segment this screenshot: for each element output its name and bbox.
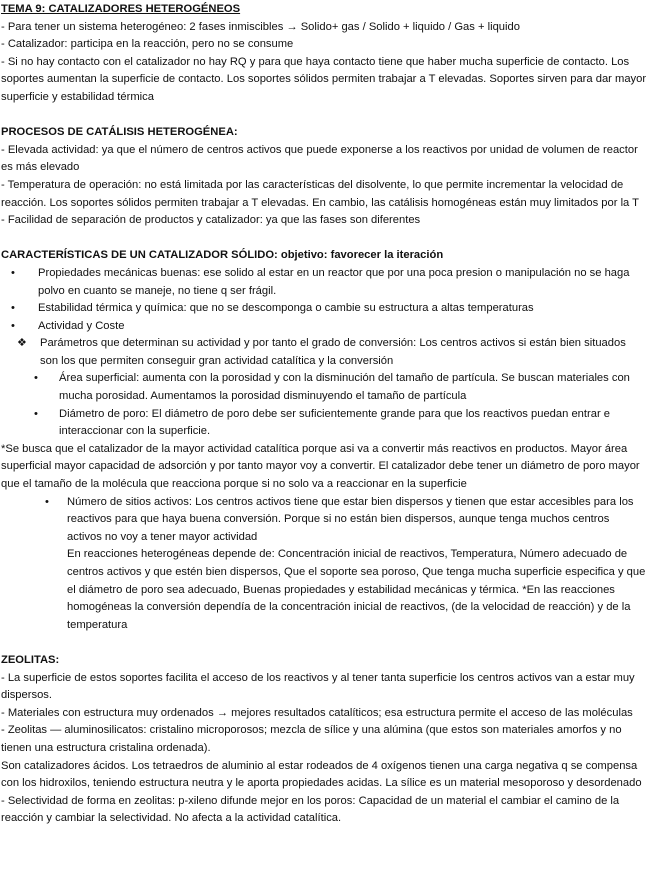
caracteristicas-section — [1, 247, 650, 634]
intro-section — [1, 19, 650, 107]
diamond-item-text: Parámetros que determinan su actividad y por tanto el grado de conversión: Los centros activos si están bien situados son los que permiten conseguir gran actividad catalítica y la conversión — [40, 337, 626, 367]
intro-line: - Para tener un sistema heterogéneo: 2 fases inmiscibles → Solido+ gas / Solido + liquido / Gas + liquido — [1, 20, 520, 33]
section-heading-caracteristicas: CARACTERÍSTICAS DE UN CATALIZADOR SÓLIDO: objetivo: favorecer la iteración — [1, 249, 444, 262]
zeolitas-item: - Materiales con estructura muy ordenados → mejores resultados catalíticos; esa estructura permite el acceso de las moléculas — [1, 706, 633, 719]
diamond-list-item — [1, 335, 650, 370]
list-item: • Actividad y Coste — [1, 318, 650, 336]
zeolitas-item: - La superficie de estos soportes facilita el acceso de los reactivos y al tener tanta superficie los centros activos van a estar muy dispersos. — [1, 671, 635, 702]
list-item — [1, 494, 650, 635]
zeolitas-item: Son catalizadores ácidos. Los tetraedros de aluminio al estar rodeados de 4 oxígenos tienen una carga negativa q se compensa con los hidroxilos, teniendo estructura neutra y le aporta propiedades acidas. La sílice es un material mesoporoso y desordenado — [1, 759, 642, 790]
procesos-item: - Elevada actividad: ya que el número de centros activos que puede exponerse a los reactivos por unidad de volumen de reactor es más elevado — [1, 143, 638, 174]
list-item: • Estabilidad térmica y química: que no se descomponga o cambie su estructura a altas temperaturas — [1, 300, 650, 318]
zeolitas-section — [1, 652, 650, 828]
intro-line: - Si no hay contacto con el catalizador no hay RQ y para que haya contacto tiene que haber mucha superficie de contacto. Los soportes aumentan la superficie de contacto. Los soportes sólidos permiten trabajar a T elevadas. Soportes sirven para dar mayor superficie y estabilidad térmica — [1, 55, 647, 103]
note-paragraph: *Se busca que el catalizador de la mayor actividad catalítica porque asi va a convertir más reactivos en productos. Mayor área superficial mayor capacidad de adsorción y por tanto mayor voy a convertir. El catalizador debe tener un diámetro de poro mayor que el tamaño de la molécula que reacciona porque si no solo va a reaccionar en la superficie — [1, 442, 640, 491]
procesos-section — [1, 124, 650, 230]
list-item: • Área superficial: aumenta con la porosidad y con la disminución del tamaño de partícula. Se buscan materiales con mucha porosidad. Aumentamos la porosidad disminuyendo el tamaño de partícula — [1, 370, 650, 405]
section-heading-zeolitas: ZEOLITAS: — [1, 653, 60, 666]
document-page — [0, 1, 650, 881]
page-title: TEMA 9: CATALIZADORES HETEROGÉNEOS — [1, 3, 241, 15]
diamond-bullet-icon: ❖ — [17, 337, 27, 350]
sitios-continuation: En reacciones heterogéneas depende de: Concentración inicial de reactivos, Temperatura, Número adecuado de centros activos y que estén bien dispersos, Que el soporte sea poroso, Que tenga mucha superficie especifica y que el diámetro de poro sea adecuado, Buenas propiedades y estabilidad mecánicas y térmica. *En las reacciones homogéneas la conversión dependía de la concentración inicial de reactivos, (de la velocidad de reacción) y de la temperatura — [67, 548, 646, 631]
section-heading-procesos: PROCESOS DE CATÁLISIS HETEROGÉNEA: — [1, 126, 238, 139]
intro-line: - Catalizador: participa en la reacción, pero no se consume — [1, 38, 294, 51]
sub-bullet-list — [1, 370, 650, 440]
caracteristicas-list — [1, 265, 650, 335]
list-item: • Diámetro de poro: El diámetro de poro debe ser suficientemente grande para que los reactivos puedan entrar e interaccionar con la superficie. — [1, 406, 650, 441]
zeolitas-item: - Zeolitas — aluminosilicatos: cristalino microporosos; mezcla de sílice y una alúmina (que estos son materiales amorfos y no tienen una estructura cristalina ordenada). — [1, 724, 622, 754]
procesos-item: - Temperatura de operación: no está limitada por las características del disolvente, lo que permite incrementar la velocidad de reacción. Los soportes sólidos permiten trabajar a T elevadas. En cambio, las catálisis homogéneas están muy limitados por la T — [1, 178, 640, 209]
procesos-item: - Facilidad de separación de productos y catalizador: ya que las fases son diferentes — [1, 214, 421, 227]
zeolitas-item: - Selectividad de forma en zeolitas: p-xileno difunde mejor en los poros: Capacidad de un material el cambiar el camino de la reacción y cambiar la selectividad. No afecta a la actividad catalítica. — [1, 794, 620, 825]
list-item: • Propiedades mecánicas buenas: ese solido al estar en un reactor que por una poca presion o manipulación no se haga polvo en cuanto se maneje, no tiene q ser frágil. — [1, 265, 650, 300]
sitios-text: • Número de sitios activos: Los centros activos tiene que estar bien dispersos y tienen que estar accesibles para los reactivos para que haya buena conversión. Porque si no están bien dispersos, aunque tenga muchos centros activos no voy a tener mayor actividad — [67, 495, 634, 543]
sitios-list — [1, 494, 650, 635]
